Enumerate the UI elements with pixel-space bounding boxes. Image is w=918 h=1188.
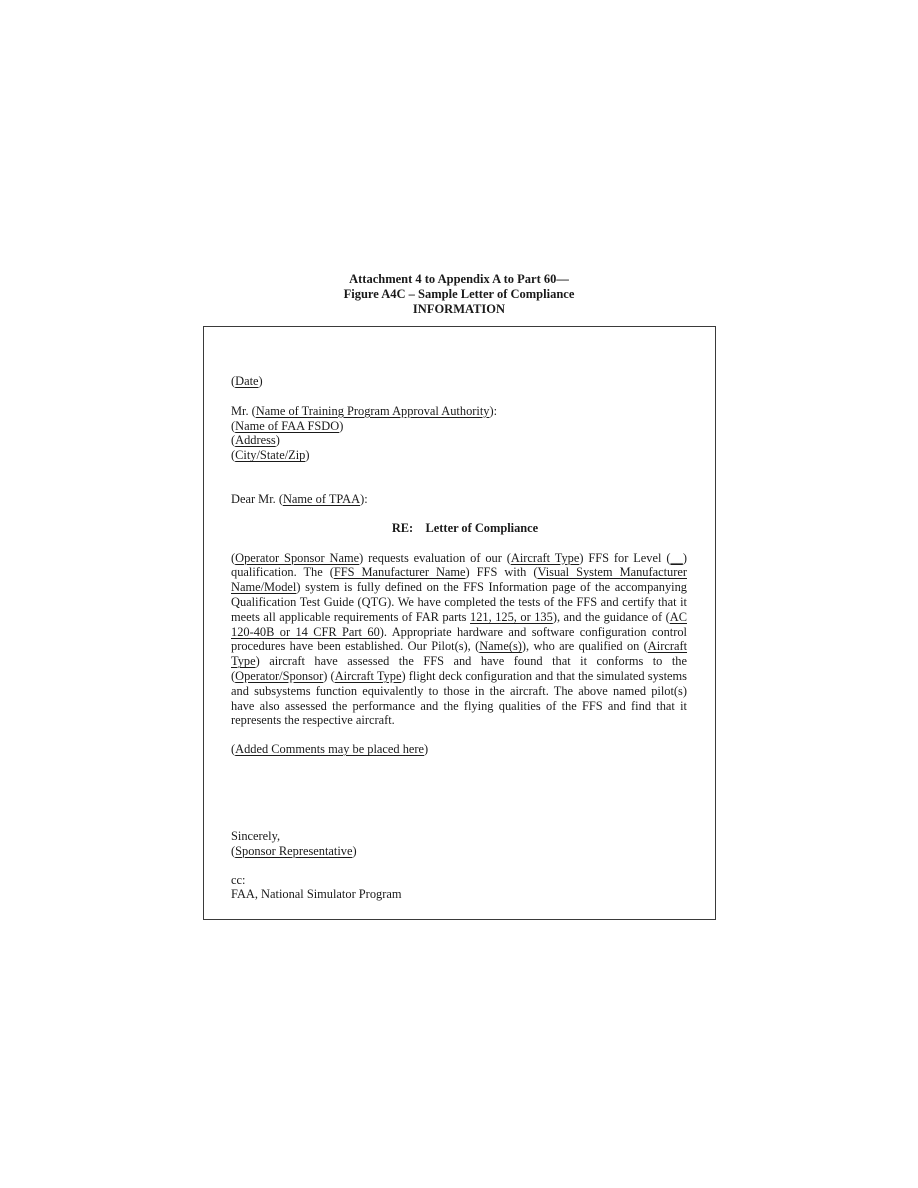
address-line: (Address)	[231, 433, 280, 448]
closing-line: Sincerely,	[231, 828, 281, 843]
far-parts-placeholder: 121, 125, or 135	[470, 609, 553, 624]
aircraft-type-placeholder-3: Aircraft Type	[334, 668, 402, 683]
cc-label: cc:	[231, 872, 246, 887]
aircraft-type-placeholder-2: Aircraft Type	[231, 639, 688, 669]
city-line: (City/State/Zip)	[231, 448, 310, 463]
address-placeholder: Address	[235, 433, 276, 448]
header-figure-title: Figure A4C – Sample Letter of Compliance	[343, 287, 575, 301]
comments-line: (Added Comments may be placed here)	[231, 742, 429, 757]
page-header	[0, 272, 918, 317]
level-placeholder: __	[670, 550, 683, 565]
date-line: (Date)	[231, 374, 263, 388]
header-attachment-title: Attachment 4 to Appendix A to Part 60—	[349, 272, 569, 286]
guidance-placeholder: AC 120-40B or 14 CFR Part 60	[231, 609, 687, 639]
re-subject: Letter of Compliance	[425, 520, 539, 535]
letter-content	[231, 374, 687, 902]
header-information-label: INFORMATION	[412, 302, 506, 316]
re-label: RE:	[391, 520, 414, 535]
aircraft-type-placeholder: Aircraft Type	[510, 550, 580, 565]
body-paragraph: (Operator Sponsor Name) requests evaluation of our (Aircraft Type) FFS for Level (__) qualification. The (FFS Manufacturer Name) FFS with (Visual System Manufacturer Name/Model) system is fully defined on the FFS Information page of the accompanying Qualification Test Guide (QTG). We have completed the tests of the FFS and certify that it meets all applicable requirements of FAR parts 121, 125, or 135), and the guidance of (AC 120-40B or 14 CFR Part 60). Appropriate hardware and software configuration control procedures have been established. Our Pilot(s), (Name(s)), who are qualified on (Aircraft Type) aircraft have assessed the FFS and have found that it conforms to the (Operator/Sponsor) (Aircraft Type) flight deck configuration and that the simulated systems and subsystems function equivalently to those in the aircraft. The above named pilot(s) have also assessed the performance and the flying qualities of the FFS and find that it represents the respective aircraft.	[231, 550, 688, 728]
representative-placeholder: Sponsor Representative	[235, 843, 353, 858]
addressee-line: Mr. (Name of Training Program Approval Authority):	[231, 403, 498, 418]
pilot-names-placeholder: Name(s)	[479, 639, 522, 654]
representative-line: (Sponsor Representative)	[231, 843, 357, 858]
ffs-manufacturer-placeholder: FFS Manufacturer Name	[333, 565, 466, 580]
comments-placeholder: Added Comments may be placed here	[235, 742, 425, 757]
operator-sponsor-placeholder: Operator/Sponsor	[235, 668, 324, 683]
tpaa-name-placeholder: Name of TPAA	[282, 491, 361, 506]
operator-placeholder: Operator Sponsor Name	[235, 550, 360, 565]
city-placeholder: City/State/Zip	[235, 448, 306, 463]
cc-recipient: FAA, National Simulator Program	[231, 887, 402, 902]
re-line	[231, 521, 687, 536]
fsdo-placeholder: Name of FAA FSDO	[235, 418, 340, 433]
tpaa-authority-placeholder: Name of Training Program Approval Authority	[255, 403, 490, 418]
salutation-line: Dear Mr. (Name of TPAA):	[231, 491, 368, 506]
fsdo-line: (Name of FAA FSDO)	[231, 418, 344, 433]
date-placeholder: Date	[235, 374, 259, 388]
visual-system-placeholder: Visual System Manufacturer Name/Model	[231, 565, 687, 595]
